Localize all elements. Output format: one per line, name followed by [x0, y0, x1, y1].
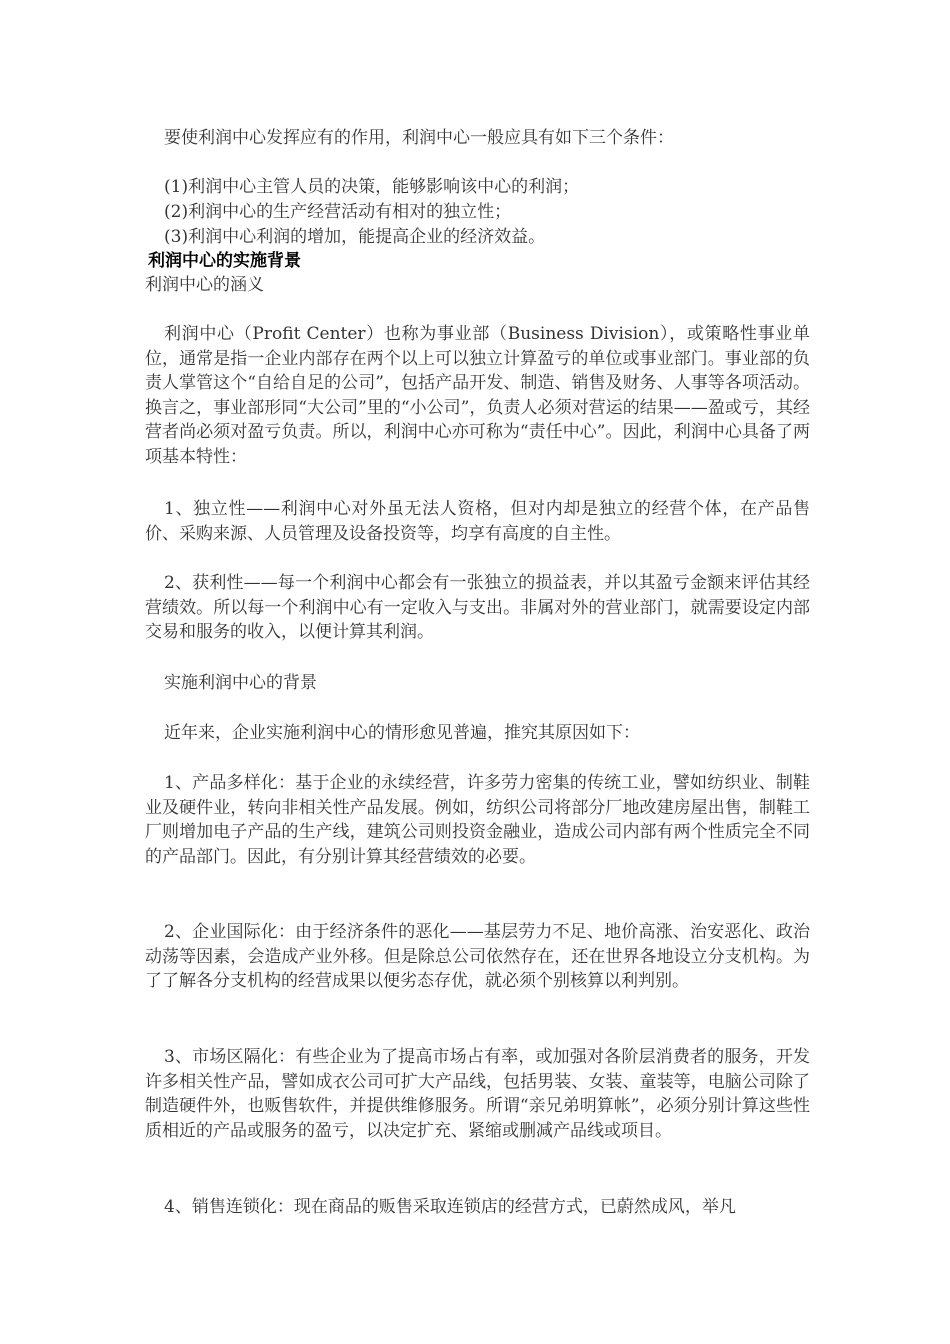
condition-item-1: (1)利润中心主管人员的决策，能够影响该中心的利润；	[164, 177, 580, 197]
subtitle-background: 实施利润中心的背景	[164, 673, 317, 693]
reason-segmentation: 3、市场区隔化：有些企业为了提高市场占有率，或加强对各阶层消费者的服务，开发许多相关性产品，譬如成衣公司可扩大产品线，包括男装、女装、童装等，电脑公司除了制造硬件外，也贩售软件，并提供维修服务。所谓“亲兄弟明算帐”，必须分别计算这些性质相近的产品或服务的盈亏，以决定扩充、紧缩或删减产品线或项目。	[145, 1047, 810, 1141]
trait-profitability: 2、获利性——每一个利润中心都会有一张独立的损益表，并以其盈亏金额来评估其经营绩效。所以每一个利润中心有一定收入与支出。非属对外的营业部门，就需要设定内部交易和服务的收入，以便计算其利润。	[145, 573, 810, 642]
condition-item-2: (2)利润中心的生产经营活动有相对的独立性；	[164, 202, 512, 222]
condition-item-3: (3)利润中心利润的增加，能提高企业的经济效益。	[164, 227, 546, 247]
intro-paragraph: 要使利润中心发挥应有的作用，利润中心一般应具有如下三个条件：	[164, 128, 674, 148]
reason-diversification: 1、产品多样化：基于企业的永续经营，许多劳力密集的传统工业，譬如纺织业、制鞋业及硬件业，转向非相关性产品发展。例如，纺织公司将部分厂地改建房屋出售，制鞋工厂则增加电子产品的生产线，建筑公司则投资金融业，造成公司内部有两个性质完全不同的产品部门。因此，有分别计算其经营绩效的必要。	[145, 773, 810, 867]
reason-chain-sales: 4、销售连锁化：现在商品的贩售采取连锁店的经营方式，已蔚然成风，举凡	[164, 1197, 736, 1217]
recent-years-paragraph: 近年来，企业实施利润中心的情形愈见普遍，推究其原因如下：	[164, 723, 640, 743]
trait-independence: 1、独立性——利润中心对外虽无法人资格，但对内却是独立的经营个体，在产品售价、采购来源、人员管理及设备投资等，均享有高度的自主性。	[145, 499, 810, 544]
reason-internationalization: 2、企业国际化：由于经济条件的恶化——基层劳力不足、地价高涨、治安恶化、政治动荡等因素，会造成产业外移。但是除总公司依然存在，还在世界各地设立分支机构。为了了解各分支机构的经营成果以便劣态存优，就必须个别核算以利判别。	[145, 922, 810, 991]
section-title: 利润中心的实施背景	[148, 251, 301, 271]
subtitle-meaning: 利润中心的涵义	[145, 275, 264, 295]
definition-paragraph: 利润中心（Profit Center）也称为事业部（Business Division），或策略性事业单位，通常是指一企业内部存在两个以上可以独立计算盈亏的单位或事业部门。事业部的负责人掌管这个“自给自足的公司”，包括产品开发、制造、销售及财务、人事等各项活动。换言之，事业部形同“大公司”里的“小公司”，负责人必须对营运的结果——盈或亏，其经营者尚必须对盈亏负责。所以，利润中心亦可称为“责任中心”。因此，利润中心具备了两项基本特性：	[145, 324, 810, 467]
